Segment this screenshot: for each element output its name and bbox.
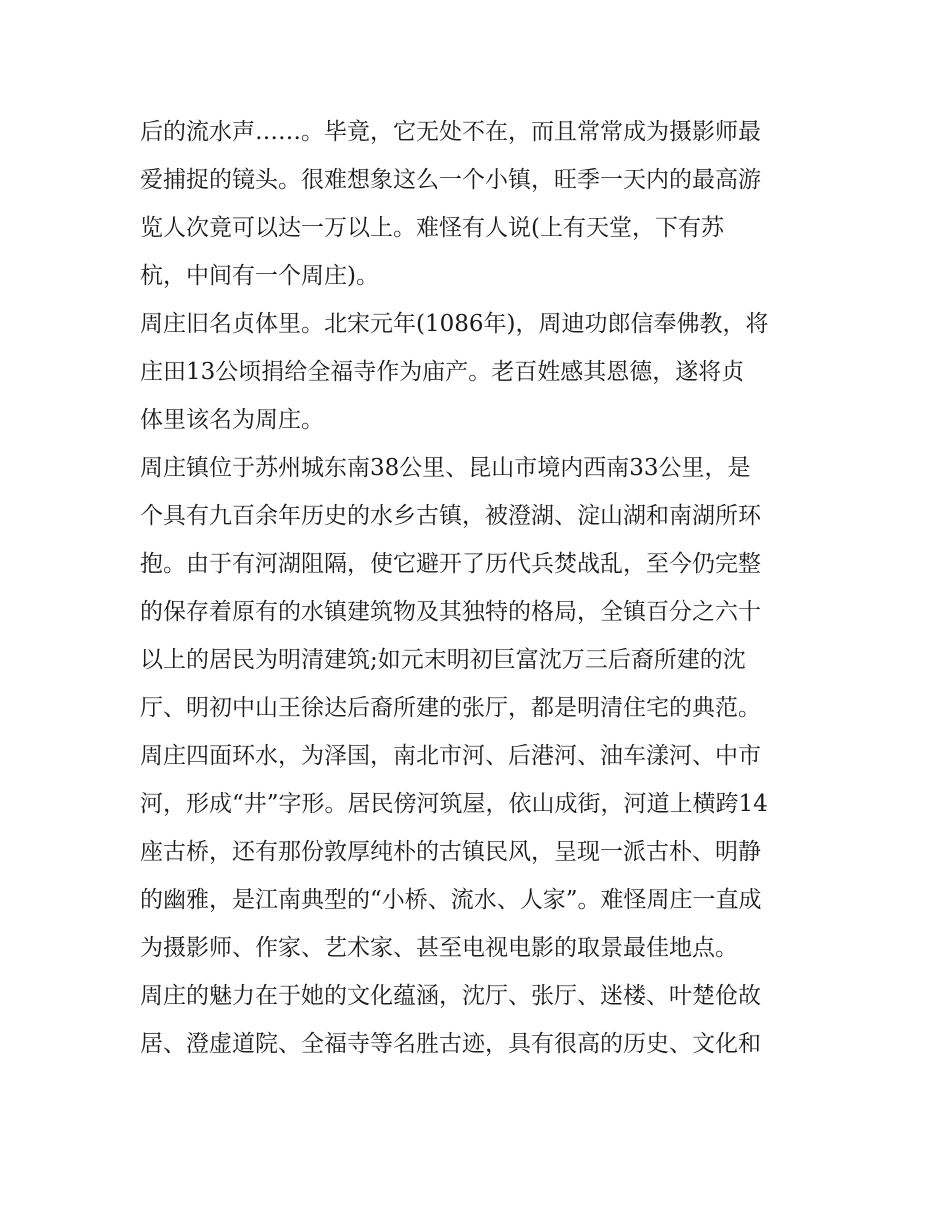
text-line: 周庄镇位于苏州城东南38公里、昆山市境内西南33公里，是 [140,455,751,481]
text-line: 抱。由于有河湖阻隔，使它避开了历代兵焚战乱，至今仍完整 [140,551,761,577]
text-line: 周庄旧名贞体里。北宋元年(1086年)，周迪功郎信奉佛教，将 [140,311,769,337]
text-line: 览人次竟可以达一万以上。难怪有人说(上有天堂，下有苏 [140,215,724,241]
text-line: 厅、明初中山王徐达后裔所建的张厅，都是明清住宅的典范。 [140,695,761,721]
text-line: 后的流水声……。毕竟，它无处不在，而且常常成为摄影师最 [140,119,761,145]
text-line: 周庄的魅力在于她的文化蕴涵，沈厅、张厅、迷楼、叶楚伧故 [140,983,761,1009]
text-line: 个具有九百余年历史的水乡古镇，被澄湖、淀山湖和南湖所环 [140,503,761,529]
text-line: 爱捕捉的镜头。很难想象这么一个小镇，旺季一天内的最高游 [140,167,761,193]
text-line: 座古桥，还有那份敦厚纯朴的古镇民风，呈现一派古朴、明静 [140,839,761,865]
text-line: 以上的居民为明清建筑;如元末明初巨富沈万三后裔所建的沈 [140,647,746,673]
text-line: 周庄四面环水，为泽国，南北市河、后港河、油车漾河、中市 [140,743,761,769]
text-line: 杭，中间有一个周庄)。 [140,263,379,289]
text-line: 的保存着原有的水镇建筑物及其独特的格局，全镇百分之六十 [140,599,761,625]
text-line: 为摄影师、作家、艺术家、甚至电视电影的取景最佳地点。 [140,935,738,961]
text-line: 体里该名为周庄。 [140,407,324,433]
text-line: 河，形成“井”字形。居民傍河筑屋，依山成街，河道上横跨14 [140,791,768,817]
text-line: 居、澄虚道院、全福寺等名胜古迹，具有很高的历史、文化和 [140,1031,761,1057]
text-line: 的幽雅，是江南典型的“小桥、流水、人家”。难怪周庄一直成 [140,887,762,913]
document-body [140,108,820,1068]
text-line: 庄田13公顷捐给全福寺作为庙产。老百姓感其恩德，遂将贞 [140,359,745,385]
